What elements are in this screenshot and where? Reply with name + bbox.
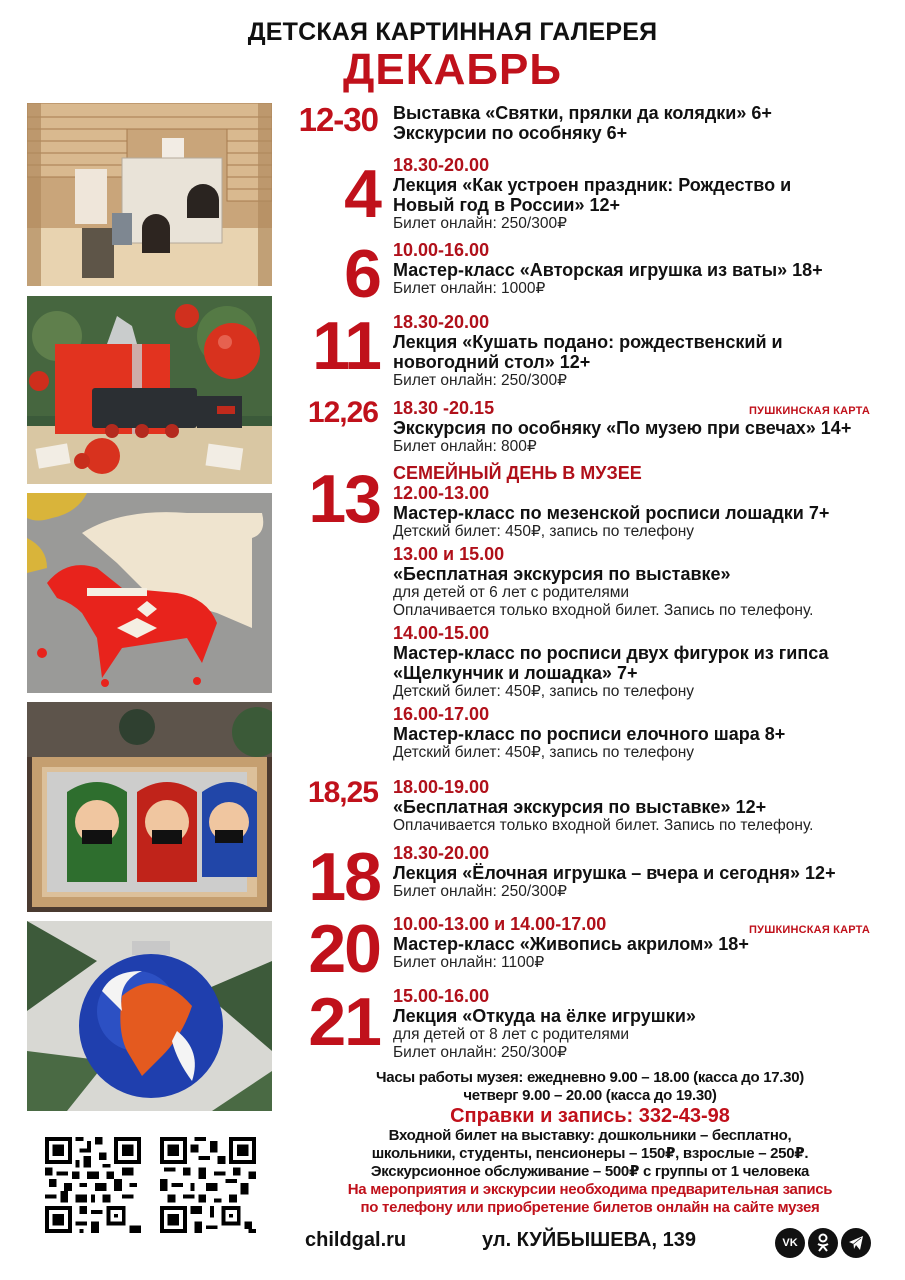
event-time: 16.00-17.00: [393, 704, 490, 724]
event-title-line: Мастер-класс по росписи елочного шара 8+: [393, 724, 786, 744]
event-12-26: [393, 398, 883, 456]
event-time: 10.00-16.00: [393, 240, 490, 260]
event-title-line: Лекция «Как устроен праздник: Рождество и: [393, 175, 792, 195]
event-ticket: Детский билет: 450₽, запись по телефону: [393, 683, 695, 700]
event-title-line: Экскурсии по особняку 6+: [393, 123, 628, 143]
christmas-gift-train-painting: [27, 296, 272, 484]
event-ticket: Билет онлайн: 1100₽: [393, 954, 545, 971]
event-title-line: Лекция «Откуда на ёлке игрушки»: [393, 1006, 696, 1026]
event-ticket: Билет онлайн: 250/300₽: [393, 215, 567, 232]
event-day: 18,25: [307, 776, 378, 809]
website-link[interactable]: childgal.ru: [305, 1229, 407, 1251]
event-13-family-day: [393, 463, 883, 762]
vk-icon-label: VK: [782, 1237, 798, 1249]
pushkin-card-badge: ПУШКИНСКАЯ КАРТА: [749, 405, 870, 417]
event-day: 20: [308, 911, 380, 987]
ticket-prices: школьники, студенты, пенсионеры – 150₽, взрослые – 250₽.: [371, 1145, 809, 1162]
event-title-line: Мастер-класс по мезенской росписи лошадки 7+: [393, 503, 830, 523]
event-day: 12,26: [307, 396, 378, 429]
qr-code[interactable]: [160, 1137, 256, 1233]
event-title-line: Лекция «Ёлочная игрушка – вчера и сегодня» 12+: [393, 863, 836, 883]
event-18-25: [393, 777, 883, 835]
address: ул. КУЙБЫШЕВА, 139: [482, 1229, 696, 1251]
event-time: 18.30-20.00: [393, 155, 490, 175]
event-time: 18.30-20.00: [393, 843, 490, 863]
event-12-30: [393, 103, 883, 143]
event-title-line: «Щелкунчик и лошадка» 7+: [393, 663, 638, 683]
museum-info: [290, 1069, 890, 1217]
vk-icon[interactable]: [775, 1228, 805, 1258]
event-title-line: Лекция «Кушать подано: рождественский и: [393, 332, 783, 352]
event-time: 14.00-15.00: [393, 623, 490, 643]
event-ticket: Билет онлайн: 250/300₽: [393, 883, 567, 900]
event-6: [393, 240, 883, 298]
event-day: 13: [308, 461, 380, 537]
event-title-line: Мастер-класс «Авторская игрушка из ваты» 18+: [393, 260, 823, 280]
event-note: Оплачивается только входной билет. Запись по телефону.: [393, 602, 814, 619]
odnoklassniki-glyph: [815, 1233, 831, 1253]
event-18: [393, 843, 883, 901]
event-note: Оплачивается только входной билет. Запись по телефону.: [393, 817, 814, 834]
event-11: [393, 312, 883, 390]
event-title-line: «Бесплатная экскурсия по выставке»: [393, 564, 731, 584]
event-ticket: Детский билет: 450₽, запись по телефону: [393, 744, 695, 761]
izba-stove-interior-photo: [27, 103, 272, 286]
event-day: 11: [312, 308, 380, 384]
tour-price: Экскурсионное обслуживание – 500₽ с группы от 1 человека: [370, 1163, 810, 1180]
booking-phone: Справки и запись: 332-43-98: [450, 1105, 730, 1127]
event-ticket: Билет онлайн: 250/300₽: [393, 1044, 567, 1061]
event-21: [393, 986, 883, 1062]
qr-code[interactable]: [45, 1137, 141, 1233]
month-title: ДЕКАБРЬ: [343, 45, 562, 94]
event-20: [393, 914, 883, 972]
event-time: 10.00-13.00 и 14.00-17.00: [393, 914, 607, 934]
ticket-prices: Входной билет на выставку: дошкольники – бесплатно,: [388, 1127, 792, 1144]
event-heading: СЕМЕЙНЫЙ ДЕНЬ В МУЗЕЕ: [393, 463, 642, 483]
event-title-line: Мастер-класс по росписи двух фигурок из гипса: [393, 643, 829, 663]
booking-notice: по телефону или приобретение билетов онлайн на сайте музея: [360, 1199, 820, 1216]
event-time: 13.00 и 15.00: [393, 544, 505, 564]
event-day: 4: [344, 156, 380, 232]
event-title-line: Выставка «Святки, прялки да колядки» 6+: [393, 103, 772, 123]
event-time: 15.00-16.00: [393, 986, 490, 1006]
event-time: 18.30 -20.15: [393, 398, 495, 418]
odnoklassniki-icon[interactable]: [808, 1228, 838, 1258]
blue-ornament-horse-photo: [27, 921, 272, 1111]
event-title-line: Новый год в России» 12+: [393, 195, 621, 215]
telegram-icon[interactable]: [841, 1228, 871, 1258]
nutcracker-figures-box-photo: [27, 702, 272, 912]
event-ticket: Билет онлайн: 250/300₽: [393, 372, 567, 389]
event-ticket: Билет онлайн: 1000₽: [393, 280, 546, 297]
event-4: [393, 155, 883, 233]
event-title-line: «Бесплатная экскурсия по выставке» 12+: [393, 797, 767, 817]
opening-hours: Часы работы музея: ежедневно 9.00 – 18.00 (касса до 17.30): [376, 1069, 804, 1086]
opening-hours-thursday: четверг 9.00 – 20.00 (касса до 19.30): [463, 1087, 717, 1104]
event-note: для детей от 6 лет с родителями: [393, 584, 630, 601]
booking-notice: На мероприятия и экскурсии необходима предварительная запись: [347, 1181, 833, 1198]
event-ticket: Детский билет: 450₽, запись по телефону: [393, 523, 695, 540]
event-title-line: новогодний стол» 12+: [393, 352, 591, 372]
event-day: 12-30: [298, 101, 378, 138]
telegram-glyph: [848, 1235, 864, 1251]
pushkin-card-badge: ПУШКИНСКАЯ КАРТА: [749, 924, 870, 936]
organization-title: ДЕТСКАЯ КАРТИННАЯ ГАЛЕРЕЯ: [247, 18, 658, 46]
event-title-line: Экскурсия по особняку «По музею при свечах» 14+: [393, 418, 852, 438]
event-time: 18.00-19.00: [393, 777, 490, 797]
mezen-painted-horse-photo: [27, 493, 272, 693]
event-time: 12.00-13.00: [393, 483, 490, 503]
event-day: 18: [308, 839, 380, 915]
event-day: 6: [344, 236, 380, 312]
event-title-line: Мастер-класс «Живопись акрилом» 18+: [393, 934, 749, 954]
event-ticket: Билет онлайн: 800₽: [393, 438, 537, 455]
event-note: для детей от 8 лет с родителями: [393, 1026, 630, 1043]
event-day: 21: [308, 984, 380, 1060]
event-time: 18.30-20.00: [393, 312, 490, 332]
